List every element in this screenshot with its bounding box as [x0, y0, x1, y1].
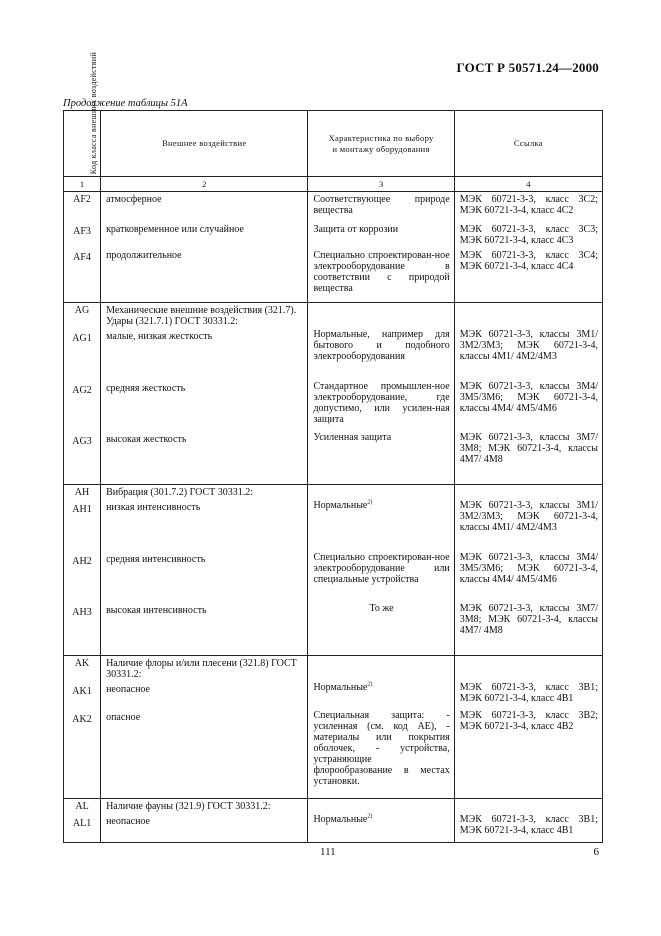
group-codes-cell	[64, 303, 101, 485]
group-references-cell	[454, 192, 602, 303]
code-ak: AK	[74, 658, 90, 669]
ref-ak2: МЭК 60721-3-3, класс 3В2; МЭК 60721-3-4, класс 4В2	[459, 710, 598, 732]
char-ak1-cell	[308, 680, 453, 708]
col-number-3: 3	[308, 177, 454, 192]
ref-af3: МЭК 60721-3-3, класс 3С3; МЭК 60721-3-4, класс 4С3	[459, 224, 598, 246]
ref-ag3: МЭК 60721-3-3, классы 3М7/ 3М8; МЭК 60721-3-4, классы 4М7/ 4М8	[459, 432, 598, 465]
char-ag2: Стандартное промышлен-ное электрооборудование, где допустимо, или усилен-ная защита	[313, 381, 450, 425]
code-ah3: AH3	[72, 607, 92, 618]
effect-ah2: средняя интенсивность	[106, 554, 206, 565]
code-ag2: AG2	[72, 385, 92, 396]
sheet-number: 6	[593, 846, 599, 858]
char-al1-cell	[308, 812, 453, 838]
col-number-1: 1	[64, 177, 101, 192]
table-group-ak	[64, 656, 603, 799]
char-al1: Нормальные	[313, 814, 368, 825]
col-number-4: 4	[454, 177, 602, 192]
group-codes-cell	[64, 485, 101, 656]
code-af2: AF2	[73, 194, 91, 205]
ref-ak1: МЭК 60721-3-3, класс 3В1; МЭК 60721-3-4, класс 4В1	[459, 682, 598, 704]
char-ah1-cell	[308, 498, 453, 550]
group-codes-cell	[64, 192, 101, 303]
group-references-cell	[454, 485, 602, 656]
code-al: AL	[75, 801, 89, 812]
code-ah: AH	[74, 487, 90, 498]
group-references-cell	[454, 303, 602, 485]
code-ak1: AK1	[72, 686, 92, 697]
char-ah1: Нормальные	[313, 500, 368, 511]
group-references-cell	[454, 656, 602, 799]
header-reference: Ссылка	[454, 111, 602, 177]
table-group-ah	[64, 485, 603, 656]
code-al1: AL1	[72, 818, 92, 829]
ref-ah3: МЭК 60721-3-3, классы 3М7/ 3М8; МЭК 60721-3-4, классы 4М7/ 4М8	[459, 603, 598, 636]
group-characteristics-cell	[308, 303, 454, 485]
header-code-label: Код класса внешних воздействий	[88, 51, 98, 175]
group-title-ah: Вибрация (301.7.2) ГОСТ 30331.2:	[106, 487, 254, 498]
group-effects-cell	[101, 799, 308, 843]
char-ah3: То же	[369, 603, 394, 614]
code-ak2: AK2	[72, 714, 92, 725]
ref-ah2: МЭК 60721-3-3, классы 3М4/ 3М5/3М6; МЭК 60721-3-4, классы 4М4/ 4М5/4М6	[459, 552, 598, 585]
char-af3: Защита от коррозии	[313, 224, 399, 235]
group-characteristics-cell	[308, 192, 454, 303]
char-ak1: Нормальные	[313, 682, 368, 693]
footnote-ref-al1: 2)	[367, 813, 373, 820]
effect-af3: кратковременное или случайное	[106, 224, 244, 235]
document-id: ГОСТ Р 50571.24—2000	[456, 60, 599, 75]
footnote-ref-ah1: 2)	[367, 499, 373, 506]
ref-ah1: МЭК 60721-3-3, классы 3М1/ 3М2/3М3; МЭК 60721-3-4, классы 4М1/ 4М2/4М3	[459, 500, 598, 533]
group-codes-cell	[64, 799, 101, 843]
char-af2: Соответствующее природе вещества	[313, 194, 450, 216]
table-group-al	[64, 799, 603, 843]
group-title-ak: Наличие флоры и/или плесени (321.8) ГОСТ 30331.2:	[106, 658, 297, 680]
code-ah1: AH1	[72, 504, 92, 515]
page-number: 111	[320, 846, 336, 858]
group-title-ag: Механические внешние воздействия (321.7). Удары (321.7.1) ГОСТ 30331.2:	[106, 305, 297, 327]
table-header-row	[64, 111, 603, 177]
effect-ak2: опасное	[106, 712, 141, 723]
ref-af2: МЭК 60721-3-3, класс 3С2; МЭК 60721-3-4, класс 4С2	[459, 194, 598, 216]
effect-ak1: неопасное	[106, 684, 150, 695]
code-ag: AG	[74, 305, 90, 316]
ref-ag1: МЭК 60721-3-3, классы 3М1/ 3М2/3М3; МЭК 60721-3-4, классы 4М1/ 4М2/4М3	[459, 329, 598, 362]
header-code	[64, 51, 101, 177]
effect-ag1: малые, низкая жесткость	[106, 331, 213, 342]
effect-ah1: низкая интенсивность	[106, 502, 201, 513]
code-ag3: AG3	[72, 436, 92, 447]
header-effect: Внешнее воздействие	[101, 111, 308, 177]
effect-ag3: высокая жесткость	[106, 434, 187, 445]
code-ah2: AH2	[72, 556, 92, 567]
char-ag3: Усиленная защита	[313, 432, 392, 443]
effect-af2: атмосферное	[106, 194, 162, 205]
effect-af4: продолжительное	[106, 250, 182, 261]
char-ag1: Нормальные, например для бытового и подобного электрооборудования	[313, 329, 450, 362]
group-effects-cell	[101, 303, 308, 485]
group-characteristics-cell	[308, 656, 454, 799]
group-characteristics-cell	[308, 485, 454, 656]
effect-ag2: средняя жесткость	[106, 383, 186, 394]
footnote-ref-ak1: 2)	[367, 681, 373, 688]
group-effects-cell	[101, 485, 308, 656]
code-af3: AF3	[73, 226, 91, 237]
ref-al1: МЭК 60721-3-3, класс 3В1; МЭК 60721-3-4, класс 4В1	[459, 814, 598, 836]
group-codes-cell	[64, 656, 101, 799]
table-group-af	[64, 192, 603, 303]
ref-ag2: МЭК 60721-3-3, классы 3М4/ 3М5/3М6; МЭК 60721-3-4, классы 4М4/ 4М5/4М6	[459, 381, 598, 414]
group-effects-cell	[101, 192, 308, 303]
char-ah2: Специально спроектирован-ное электрооборудование или специальные устройства	[313, 552, 450, 585]
column-number-row	[64, 177, 603, 192]
table-group-ag	[64, 303, 603, 485]
code-af4: AF4	[73, 252, 91, 263]
header-characteristic: Характеристика по выбору и монтажу оборудования	[308, 111, 454, 177]
col-number-2: 2	[101, 177, 308, 192]
group-references-cell	[454, 799, 602, 843]
table-caption: Продолжение таблицы 51А	[63, 98, 188, 109]
group-effects-cell	[101, 656, 308, 799]
group-characteristics-cell	[308, 799, 454, 843]
effect-ah3: высокая интенсивность	[106, 605, 207, 616]
char-ak2: Специальная защита: - усиленная (см. код АЕ), - материалы или покрытия оболочек, - устройства, устраняющие флорообразование в местах установки.	[313, 710, 450, 787]
effect-al1: неопасное	[106, 816, 150, 827]
group-title-al: Наличие фауны (321.9) ГОСТ 30331.2:	[106, 801, 271, 812]
code-ag1: AG1	[72, 333, 92, 344]
char-af4: Специально спроектирован-ное электрооборудование в соответствии с природой вещества	[313, 250, 450, 294]
ref-af4: МЭК 60721-3-3, класс 3С4; МЭК 60721-3-4, класс 4С4	[459, 250, 598, 272]
